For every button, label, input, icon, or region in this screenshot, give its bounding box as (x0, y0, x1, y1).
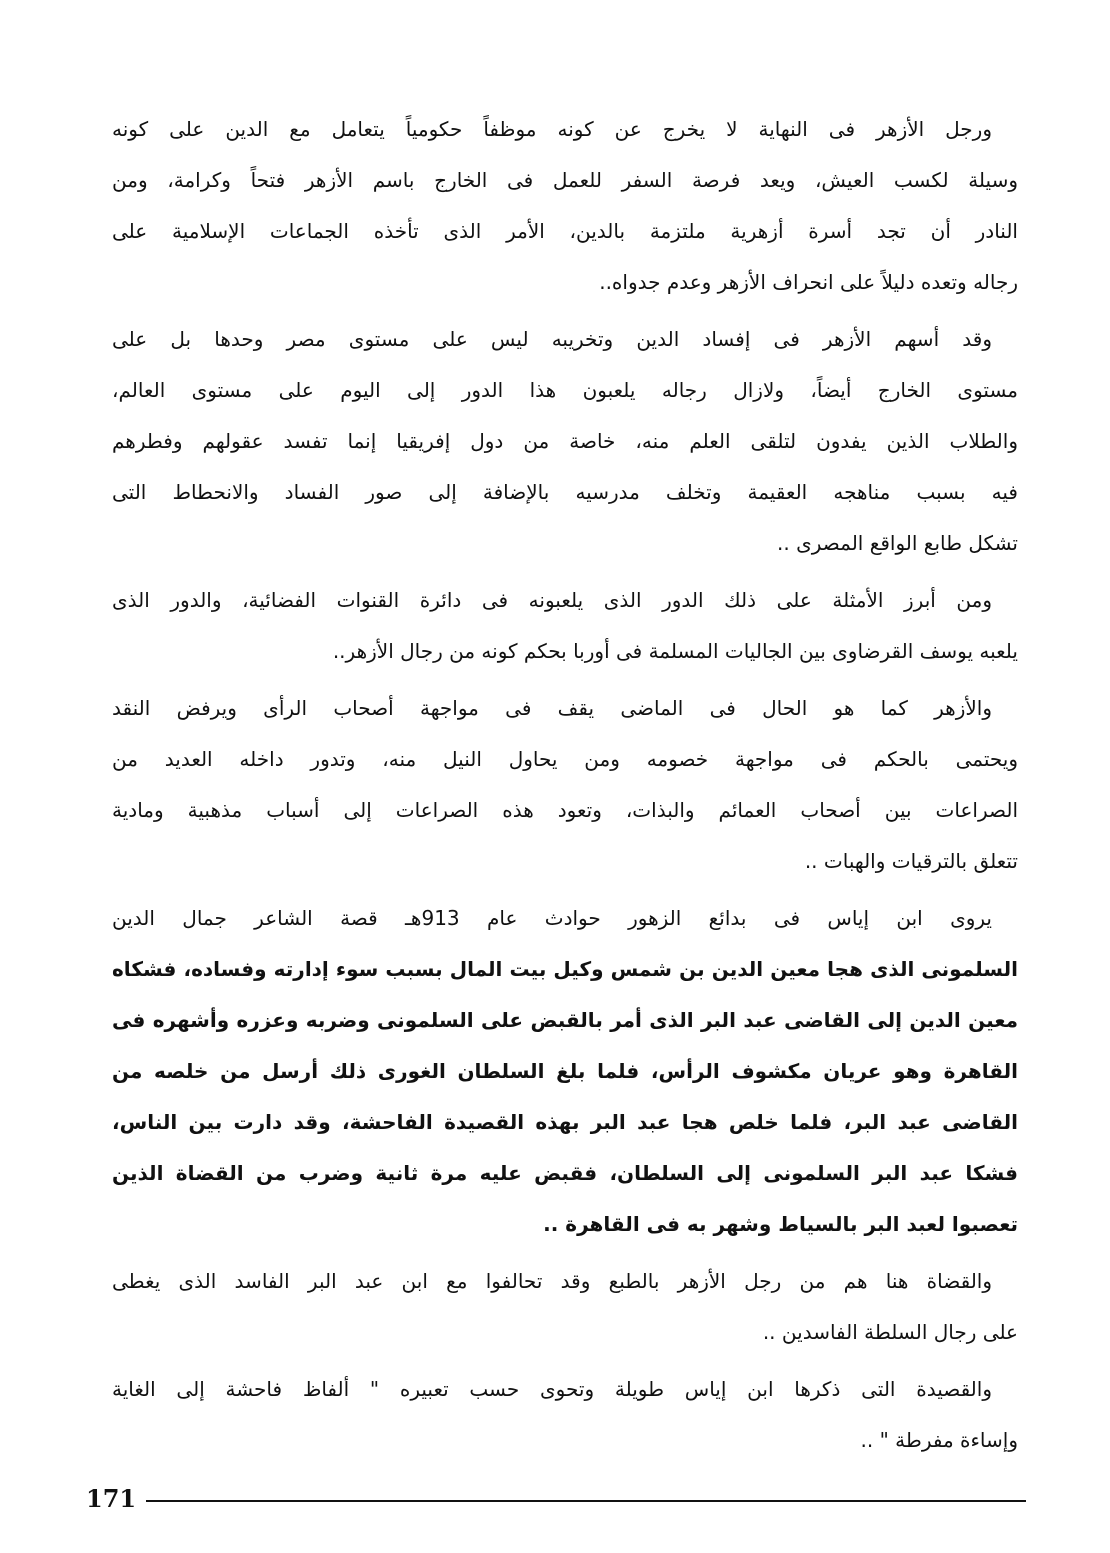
paragraph (112, 1256, 1018, 1358)
text-line: تعصبوا لعبد البر بالسياط وشهر به فى القاهرة .. (543, 1212, 1018, 1236)
text-line: رجاله وتعده دليلاً على انحراف الأزهر وعدم جدواه.. (599, 270, 1018, 294)
text-line: يروى ابن إياس فى بدائع الزهور حوادث عام 913هـ قصة الشاعر جمال الدين (112, 906, 992, 930)
text-line: وإساءة مفرطة " .. (860, 1428, 1018, 1452)
text-line: تتعلق بالترقيات والهبات .. (804, 849, 1018, 873)
text-line: والطلاب الذين يفدون لتلقى العلم منه، خاصة من دول إفريقيا إنما تفسد عقولهم وفطرهم (112, 429, 1018, 453)
text-line: ورجل الأزهر فى النهاية لا يخرج عن كونه موظفاً حكومياً يتعامل مع الدين على كونه (112, 117, 992, 141)
paragraph (112, 893, 1018, 1250)
text-line: السلمونى الذى هجا معين الدين بن شمس وكيل بيت المال بسبب سوء إدارته وفساده، فشكاه (112, 957, 1018, 981)
page-footer (86, 1484, 1026, 1514)
paragraph (112, 104, 1018, 308)
page-number: 171 (86, 1484, 137, 1513)
text-line: والقضاة هنا هم من رجل الأزهر بالطبع وقد تحالفوا مع ابن عبد البر الفاسد الذى يغطى (112, 1269, 992, 1293)
text-line: معين الدين إلى القاضى عبد البر الذى أمر بالقبض على السلمونى وضربه وعزره وأشهره فى (112, 1008, 1018, 1032)
paragraph (112, 1364, 1018, 1466)
paragraph (112, 575, 1018, 677)
text-line: ويحتمى بالحكم فى مواجهة خصومه ومن يحاول النيل منه، وتدور داخله العديد من (112, 747, 1018, 771)
page-body (112, 104, 1018, 1472)
text-line: فيه بسبب مناهجه العقيمة وتخلف مدرسيه بالإضافة إلى صور الفساد والانحطاط التى (112, 480, 1018, 504)
text-line: القاهرة وهو عريان مكشوف الرأس، فلما بلغ السلطان الغورى ذلك أرسل من خلصه من (112, 1059, 1018, 1083)
text-line: والقصيدة التى ذكرها ابن إياس طويلة وتحوى حسب تعبيره " ألفاظ فاحشة إلى الغاية (112, 1377, 992, 1401)
text-line: على رجال السلطة الفاسدين .. (762, 1320, 1018, 1344)
text-line: فشكا عبد البر السلمونى إلى السلطان، فقبض عليه مرة ثانية وضرب من القضاة الذين (112, 1161, 1018, 1185)
text-line: والأزهر كما هو الحال فى الماضى يقف فى مواجهة أصحاب الرأى ويرفض النقد (112, 696, 992, 720)
paragraph (112, 683, 1018, 887)
text-line: القاضى عبد البر، فلما خلص هجا عبد البر بهذه القصيدة الفاحشة، وقد دارت بين الناس، (112, 1110, 1018, 1134)
text-line: مستوى الخارج أيضاً، ولازال رجاله يلعبون هذا الدور إلى اليوم على مستوى العالم، (112, 378, 1018, 402)
text-line: وسيلة لكسب العيش، ويعد فرصة السفر للعمل فى الخارج باسم الأزهر فتحاً وكرامة، ومن (112, 168, 1018, 192)
text-line: ومن أبرز الأمثلة على ذلك الدور الذى يلعبونه فى دائرة القنوات الفضائية، والدور الذى (112, 588, 992, 612)
text-line: وقد أسهم الأزهر فى إفساد الدين وتخريبه ليس على مستوى مصر وحدها بل على (112, 327, 992, 351)
text-line: يلعبه يوسف القرضاوى بين الجاليات المسلمة فى أوربا بحكم كونه من رجال الأزهر.. (332, 639, 1018, 663)
paragraph (112, 314, 1018, 569)
text-line: النادر أن تجد أسرة أزهرية ملتزمة بالدين، الأمر الذى تأخذه الجماعات الإسلامية على (112, 219, 1018, 243)
text-line: تشكل طابع الواقع المصرى .. (777, 531, 1018, 555)
text-line: الصراعات بين أصحاب العمائم والبذات، وتعود هذه الصراعات إلى أسباب مذهبية ومادية (112, 798, 1018, 822)
footer-rule (146, 1500, 1026, 1502)
